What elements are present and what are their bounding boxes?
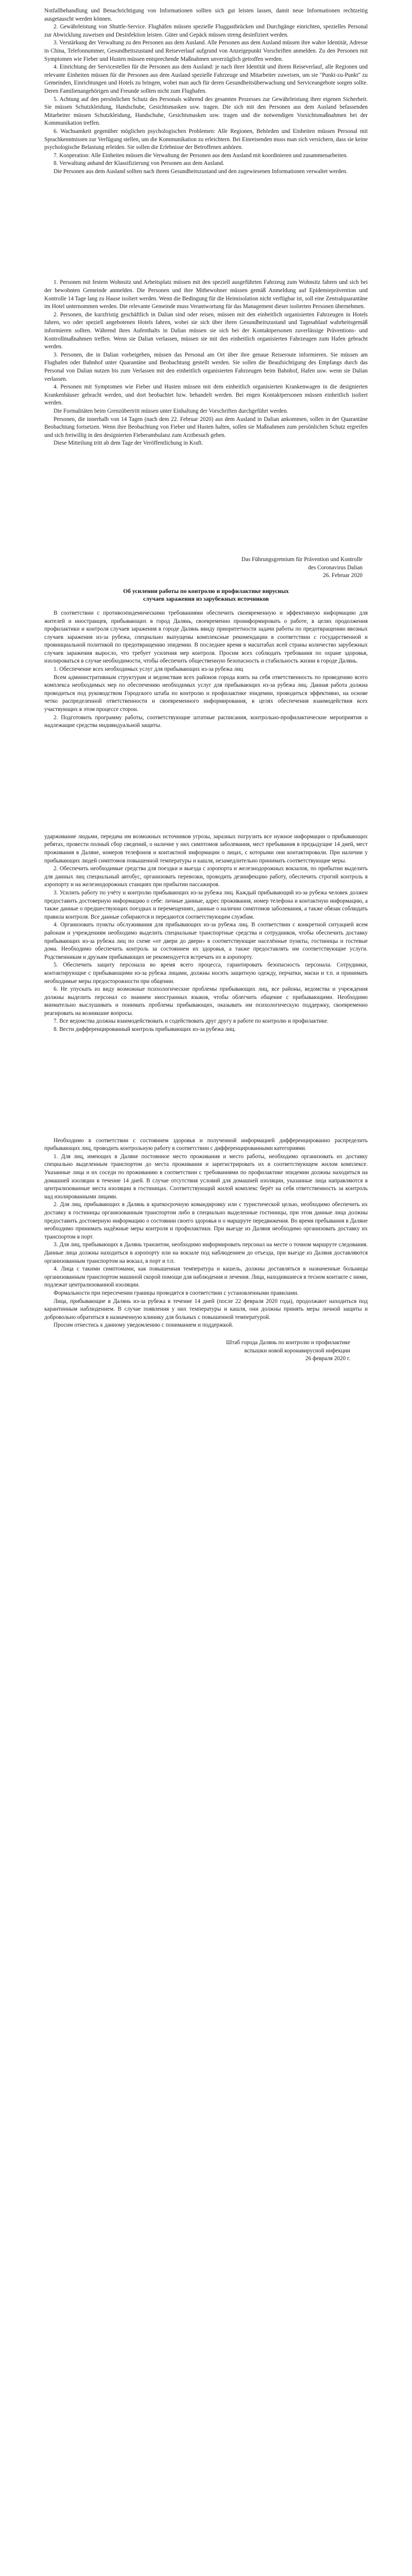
paragraph: Die Formalitäten beim Grenzübertritt müssen unter Einhaltung der Vorschriften durchgeführt werden. (54, 408, 288, 414)
paragraph: 4. Организовать пункты обслуживания для прибывающих из-за рубежа лиц. В соответствии с конкретной ситуацией всем районам и учреждениям необходимо выделить специальные транспортные средства и сотрудников, чтобы обеспечить доставку прибывающих из-за рубежа лиц по схеме «от двери до двери» в соответствующие населённые пункты, гостиницы и гостевые дома. Необходимо обеспечить контроль за состоянием их здоровья, а также предоставлять им соответствующие услуги. Родственникам и друзьям прибывающих не рекомендуется встречать их в аэропорту. (44, 922, 368, 960)
page-break-space (44, 730, 368, 833)
russian-signature (44, 1339, 368, 1363)
paragraph: 2. Подготовить программу работы, соответствующие штатные расписания, контрольно-профилактические мероприятия и надлежащие средства индивидуальной защиты. (44, 714, 368, 729)
paragraph: 4. Personen mit Symptomen wie Fieber und Husten müssen mit dem einheitlich organisierten Krankenwagen in die designierten Krankenhäuser gebracht werden, und dort beobachtet bzw. behandelt werden. Bei engen Kontaktpersonen müssen einheitlich isoliert werden. (44, 384, 368, 406)
russian-section-a (44, 609, 368, 730)
russian-section-b (44, 833, 368, 1034)
paragraph: Просим отнестись к данному уведомлению с пониманием и поддержкой. (54, 1322, 233, 1329)
paragraph: 5. Achtung auf den persönlichen Schutz des Personals während des gesamten Prozesses zur Gewährleistung ihrer eigenen Sicherheit. Sie müssen Schutzkleidung, Handschuhe, Gesichtsmasken usw. tragen. Die sich mit den Personen aus dem Ausland befassenden Mitarbeiter müssen Schutzkleidung, Handschuhe, Gesichtsmasken usw. tragen und die notwendigen Vorsichtsmaßnahmen bei der Kommunikation treffen. (44, 96, 368, 127)
paragraph: Notfallbehandlung und Benachrichtigung von Informationen sollten sich gut leisten lassen, damit neue Informationen rechtzeitig ausgetauscht werden können. (44, 8, 368, 22)
russian-title (44, 587, 368, 603)
paragraph: Personen, die innerhalb von 14 Tagen (nach dem 22. Februar 2020) aus dem Ausland in Dalian ankommen, sollen in der Quarantäne Beobachtung fortsetzen. Wenn ihre Beobachtung von Fieber und Husten halten, sollen sie Maßnahmen zum persönlichen Schutz ergreifen und sich freiwillig in den designierten Fieberambulanz zum Arztbesuch gehen. (44, 416, 368, 438)
signature-line: вспышки новой коронавирусной инфекции (244, 1347, 350, 1354)
signature-line: des Coronavirus Dalian (308, 564, 363, 571)
signature-date: 26 февраля 2020 г. (305, 1355, 350, 1362)
paragraph: 2. Обеспечить необходимые средства для поездки и выезда с аэропорта и железнодорожных вокзалов, по прибытии выделить для данных лиц специальный автобус, организовать перевозки, проводить дезинфекцию работу, обеспечить строгий контроль в аэропорту и на железнодорожных станциях при прибытии пассажиров. (44, 866, 368, 888)
paragraph: 3. Усилить работу по учёту и контролю прибывающих из-за рубежа лиц. Каждый прибывающий из-за рубежа человек должен предоставить достоверную информацию о себе: личные данные, адрес проживания, номер телефона и контактную информацию, а также данные о предшествующих поездках и перемещениях, данные о наличии симптомов заболевания, а также обязан соблюдать правила контроля. Все данные собираются и передаются соответствующим службам. (44, 889, 368, 920)
paragraph: 5. Обеспечить защиту персонала во время всего процесса, гарантировать безопасность персонала. Сотрудники, контактирующие с прибывающими из-за рубежа лицами, должны носить защитную одежду, перчатки, маски и т.п. и принимать необходимые меры предосторожности при общении. (44, 962, 368, 985)
title-line: случаев заражения из зарубежных источников (143, 596, 269, 603)
page-break-space (44, 1034, 368, 1137)
paragraph: Необходимо в соответствии с состоянием здоровья и полученной информацией дифференцированно распределить прибывающих лиц, проводить контрольную работу в соответствии с дифференцированными категориями. (44, 1137, 368, 1152)
paragraph: Die Personen aus dem Ausland sollten nach ihrem Gesundheitszustand und den zugewiesenen Informationen verwaltet werden. (54, 168, 348, 175)
paragraph: Всем административным структурам и ведомствам всех районов города взять на себя ответственность по проведению всего комплекса необходимых мер по обеспечению необходимых услуг для прибывающих из-за рубежа лиц. Данная работа должна проводиться под руководством Городского штаба по контролю и профилактике эпидемии, проводиться эффективно, на основе четко распределенной ответственности и своевременного информирования, в целях обеспечения взаимодействия всех участвующих в этом процессе сторон. (44, 674, 368, 713)
signature-date: 26. Februar 2020 (323, 572, 363, 579)
paragraph: 8. Вести дифференцированный контроль прибывающих из-за рубежа лиц. (54, 1026, 236, 1033)
page-break-space (44, 448, 368, 551)
paragraph: ударживание людьми, передача им возможных источников угрозы, заразных погрузить все нужное информации о прибывающих ребятах, провести полный сбор сведений, о наличие у них симптомов заболевания, мест пребывания в предыдущие 14 дней, мест проживания в Даляне, номеров телефонов и контактной информации о лицах, с которыми они контактировали. При наличии у прибывающих людей симптомов повышенной температуры и кашля, незамедлительно принимать соответствующие меры. (44, 833, 368, 864)
paragraph: В соответствии с противоэпидемическими требованиями обеспечить своевременную и эффективную информацию для жителей и иностранцев, прибывающих в город Далянь, своевременно проинформировать о работе, в целях продолжения профилактики и контроля случаев заражения в городе Далянь ввиду приоритетности задачи работы по предотвращению ввозных случаев заражения из-за рубежа, специально выпущены комплексные рекомендации в соответствии с государственной и провинциальной политикой по предотвращению эпидемии. В последнее время в масштабах всей страны количество зарубежных случаев заражения выросло, что требует усиления мер контроля. Просим всех соблюдать требования по охране здоровья, изолироваться в случае необходимости, чтобы обеспечить общественную безопасность и стабильность жизни в городе Далянь. (44, 609, 368, 665)
paragraph: 6. Не упускать из виду возможные психологические проблемы прибывающих лиц, все районы, ведомства и учреждения должны выделить персонал со знанием иностранных языков, чтобы облегчить общение с прибывающими. Необходимо внимательно выслушивать и понимать проблемы прибывающих, оказывать им психологическую поддержку, своевременно реагировать на возникшие вопросы. (44, 986, 368, 1016)
paragraph: 2. Personen, die kurzfristig geschäftlich in Dalian sind oder reisen, müssen mit den einheitlich organisierten Fahrzeugen in Hotels fahren, wo oder speziell angebotenen Hotels fahren, wobei sie sich über ihren Gesundheitszustand und Tagesablauf wahrheitsgemäß informieren sollten. Während ihres Aufenthalts in Dalian müssen sie sich bei der Kontaktpersonen zuverlässige Präventions- und Kontrollmaßnahmen treffen. Wenn sie Dalian verlassen, müssen sie mit den einheitlich organisierten Fahrzeugen zum Hafen gebracht werden. (44, 311, 368, 350)
signature-line: Das Führungsgremium für Prävention und Kontrolle (241, 556, 363, 563)
german-section-top (44, 7, 368, 176)
paragraph: 7. Kooperation: Alle Einheiten müssen die Verwaltung der Personen aus dem Ausland mit koordinieren und zusammenarbeiten. (54, 152, 348, 159)
paragraph: 3. Для лиц, прибывающих в Далянь транзитом, необходимо информировать персонал на месте о точном маршруте следования. Данные лица должны находиться в аэропорту или на вокзале под наблюдением до отъезда, при выезде из Даляня доставляются организованным транспортом на вокзал, в порт и т.п. (44, 1242, 368, 1264)
paragraph: 1. Для лиц, имеющих в Даляне постоянное место проживания и место работы, необходимо организовать их доставку специально выделенным транспортом до места проживания и зарегистрировать их в соответствующем жилом комплексе. Указанные лица и их соседи по проживанию в соответствии с требованиями по профилактике эпидемии должны находиться на домашней изоляции в течение 14 дней. В случае отсутствия условий для домашней изоляции, указанные лица направляются в централизованные места изоляции в гостиницах. Соответствующий жилой комплекс берёт на себя ответственность за контроль над изолированными лицами. (44, 1153, 368, 1200)
paragraph: 1. Personen mit festem Wohnsitz und Arbeitsplatz müssen mit den speziell ausgeführten Fahrzeug zum Wohnsitz fahren und sich bei der bewohnten Gemeinde anmelden. Die Personen und ihre Mitbewohner müssen gemäß Anmeldung auf Epidemieprävention und Kontrolle 14 Tage lang zu Hause isoliert werden. Wenn die Bedingung für die Heimisolation nicht verfügbar ist, soll eine Zentralquarantäne im Hotel unternommen werden. Die relevante Gemeinde muss Verantwortung für das Management dieser isolierten Personen übernehmen. (44, 279, 368, 310)
page-break-space (44, 176, 368, 279)
paragraph: 2. Gewährleistung von Shuttle-Service. Flughäfen müssen spezielle Fluggastbrücken und Durchgänge einrichten, spezielles Personal zur Abwicklung zuweisen und Desinfektion leisten. Güter und Gepäck müssen streng desinfiziert werden. (44, 24, 368, 38)
russian-section-c (44, 1137, 368, 1330)
paragraph: 3. Verstärkung der Verwaltung zu den Personen aus dem Ausland. Alle Personen aus dem Ausland müssen ihre wahre Identität, Adresse in China, Telefonnummer, Gesundheitszustand und Reiseverlauf aufgrund von Anzeigepunkt Vorschriften anmelden. Zu den Personen mit Symptomen wie Fieber und Husten müssen entsprechende Maßnahmen unverzüglich getroffen werden. (44, 40, 368, 62)
paragraph: 7. Все ведомства должны взаимодействовать и содействовать друг другу в работе по контролю и профилактике. (54, 1018, 329, 1025)
paragraph: 3. Personen, die in Dalian vorbeigehen, müssen das Personal am Ort über ihre genaue Reiseroute informieren. Sie müssen am Flughafen oder Bahnhof unter Quarantäne und Beobachtung gestellt werden. Sie sollen die Beaufsichtigung des Empfangs durch das Personal von Dalian nutzen bis zum Verlassen mit den einheitlich organisierten Fahrzeugen beim Bahnhof, Hafen usw. wenn sie Dalian verlassen. (44, 351, 368, 382)
signature-line: Штаб города Далянь по контролю и профилактике (226, 1339, 350, 1346)
title-line: Об усилении работы по контролю и профилактике вирусных (123, 587, 289, 595)
paragraph: Лица, прибывающие в Далянь из-за рубежа в течение 14 дней (после 22 февраля 2020 года), продолжают находиться под карантинным наблюдением. В случае появления у них температуры и кашля, они должны принять меры личной защиты и добровольно обратиться в назначенную клинику для больных с повышенной температурой. (44, 1298, 368, 1320)
paragraph: Формальности при пересечении границы проводятся в соответствии с установленными правилами. (54, 1290, 299, 1296)
paragraph: 2. Для лиц, прибывающих в Далянь в краткосрочную командировку или с туристической целью, необходимо обеспечить их доставку в гостиницы организованным транспортом либо в специально выделенные гостиницы, при этом данные лица должны предоставить достоверную информацию о состоянии своего здоровья и о маршруте передвижения. Во время пребывания в Даляне необходимо принимать надёжные меры контроля и профилактики. При выезде из Даляня необходимо организовать доставку их транспортом в порт. (44, 1201, 368, 1240)
paragraph: 4. Einrichtung der Servicestellen für die Personen aus dem Ausland: je nach ihrer Identität und ihrem Reiseverlauf, alle Regionen und relevante Einheiten müssen für die Personen aus dem Ausland spezielle Fahrzeuge und Mitarbeiter zuweisen, um sie "Punkt-zu-Punkt" zu Gemeinden, Einrichtungen und Hotels zu bringen, wobei man auch für deren Gesundheitsüberwachung und Serviceangebote sorgen sollte. Deren Familienangehörigen und Freunde sollten nicht zum Flughafen. (44, 64, 368, 94)
german-signature (44, 556, 368, 580)
paragraph: 1. Обеспечение всех необходимых услуг для прибывающих из-за рубежа лиц (54, 666, 243, 673)
paragraph: 4. Лица с такими симптомами, как повышенная температура и кашель, должны доставляться в назначенные больницы организованным транспортом машиной скорой помощи для наблюдения и лечения. Лица, находившиеся в тесном контакте с ними, подлежат централизованной изоляции. (44, 1266, 368, 1289)
paragraph: 6. Wachsamkeit gegenüber möglichen psychologischen Problemen: Alle Regionen, Behörden und Einheiten müssen Personal mit Sprachkenntnissen zur Verfügung stellen, um die Kommunikation zu erleichtern. Bei Einreisenden muss man sich versichern, dass sie keine psychologische Belastung erleiden. Sie sollen die Erlebnisse der Betroffenen anhören. (44, 128, 368, 151)
paragraph: 8. Verwaltung anhand der Klassifizierung von Personen aus dem Ausland. (54, 160, 225, 167)
german-section-bottom (44, 279, 368, 447)
paragraph: Diese Mitteilung tritt ab dem Tage der Veröffentlichung in Kraft. (54, 440, 203, 447)
